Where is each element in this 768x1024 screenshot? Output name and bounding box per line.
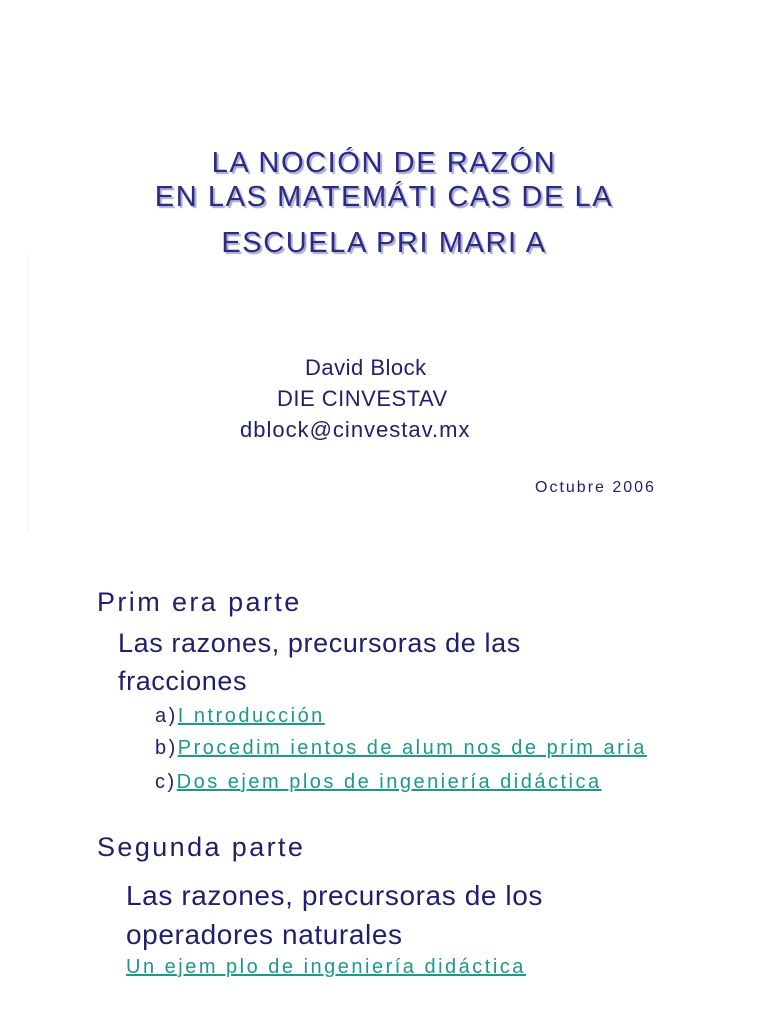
part-1-subtitle (118, 624, 521, 700)
part-2-subtitle-line-1: Las razones, precursoras de los (126, 880, 544, 911)
document-title (0, 146, 768, 260)
document-date: Octubre 2006 (535, 479, 656, 496)
link-introduccion[interactable]: I ntroducción (177, 705, 325, 727)
toc-item-part-2 (126, 956, 526, 979)
toc-marker-c: c) (155, 771, 177, 793)
part-2-heading: Segunda parte (97, 832, 306, 862)
title-line-1: LA NOCIÓN DE RAZÓN (211, 147, 557, 179)
toc-marker-a: a) (155, 705, 178, 727)
toc-item-a (155, 705, 325, 728)
author-name: David Block (305, 355, 427, 380)
toc-marker-b: b) (155, 737, 178, 759)
author-email: dblock@cinvestav.mx (240, 417, 471, 442)
link-procedimientos[interactable]: Procedim ientos de alum nos de prim aria (177, 737, 647, 759)
part-2-subtitle (126, 876, 543, 954)
part-1-subtitle-line-1: Las razones, precursoras de las (118, 628, 521, 658)
toc-item-b (155, 737, 647, 760)
part-2-subtitle-line-2: operadores naturales (126, 919, 403, 950)
part-1-subtitle-line-2: fracciones (118, 666, 248, 696)
part-1-heading: Prim era parte (97, 587, 302, 617)
title-line-2: EN LAS MATEMÁTI CAS DE LA (154, 181, 614, 213)
link-un-ejemplo[interactable]: Un ejem plo de ingeniería didáctica (126, 956, 526, 978)
page-edge-line (28, 253, 29, 533)
toc-item-c (155, 771, 602, 794)
author-institution: DIE CINVESTAV (277, 386, 448, 411)
link-dos-ejemplos[interactable]: Dos ejem plos de ingeniería didáctica (176, 771, 602, 793)
title-line-3: ESCUELA PRI MARI A (221, 227, 547, 259)
